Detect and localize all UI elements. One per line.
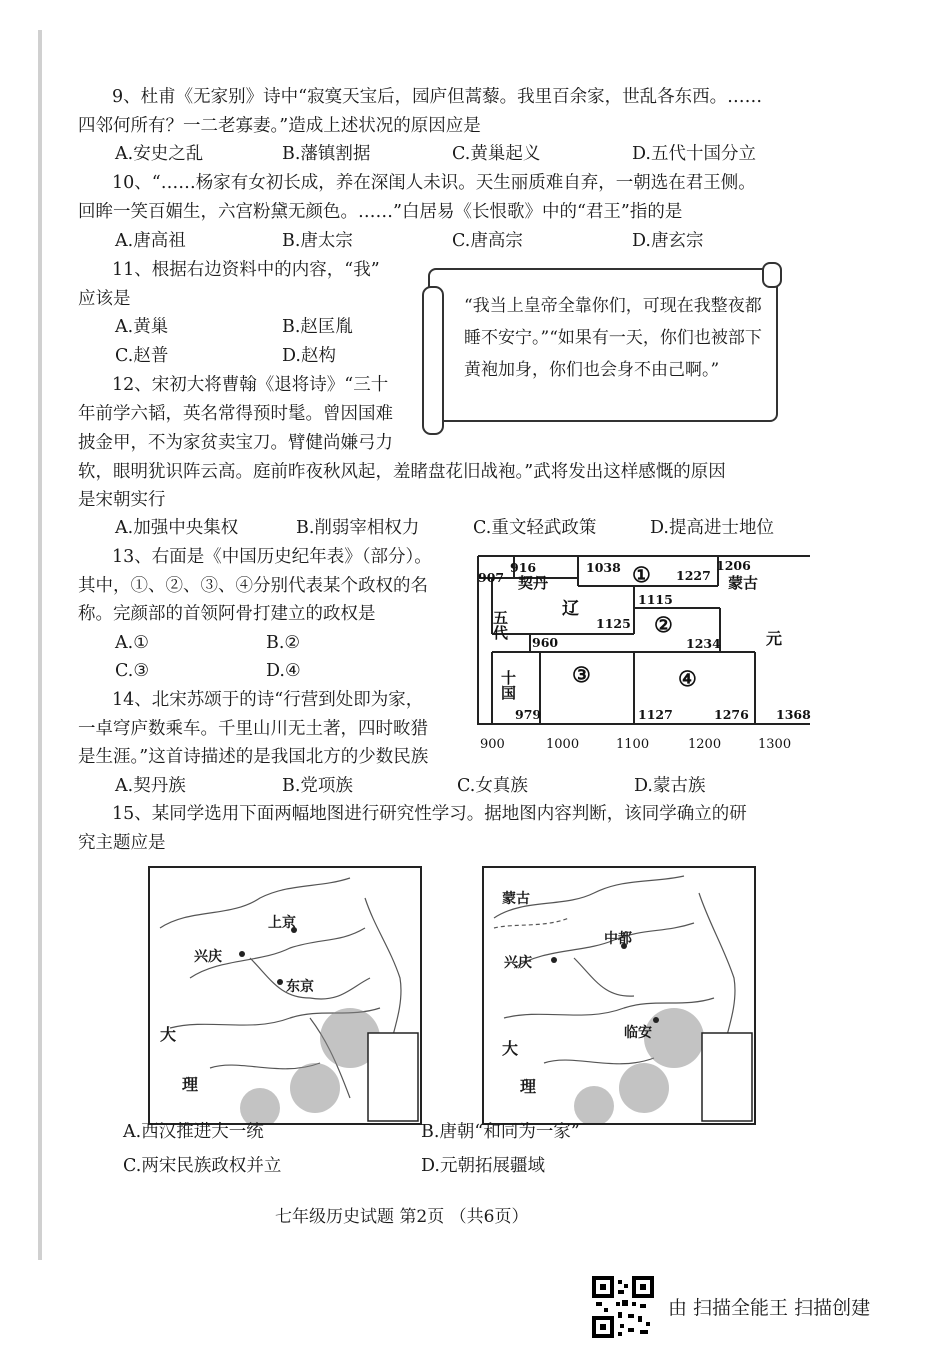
q10-line2: 回眸一笑百媚生，六宫粉黛无颜色。……”白居易《长恨歌》中的“君王”指的是 [78, 202, 683, 222]
year-1206: 1206 [716, 558, 751, 573]
x-tick-1300: 1300 [758, 737, 792, 752]
chronology-table [470, 548, 820, 756]
scroll-quote: “我当上皇帝全靠你们，可现在我整夜都睡不安宁。”“如果有一天，你们也被部下黄袍加身，你们也会身不由己啊。” [464, 296, 762, 380]
scroll-curl-left [422, 286, 444, 435]
x-tick-1000: 1000 [546, 737, 580, 752]
cell-circle-4: ④ [678, 666, 697, 691]
q12-option-d: D.提高进士地位 [650, 518, 774, 538]
map1-label-dongjing: 东京 [286, 979, 314, 995]
q12-line1: 12、宋初大将曹翰《退将诗》“三十 [112, 375, 389, 395]
map2-label-linan: 临安 [624, 1025, 652, 1041]
q11-line2: 应该是 [78, 289, 131, 309]
q9-option-c: C.黄巢起义 [452, 144, 541, 164]
scan-edge-shadow [38, 30, 42, 1260]
cell-shiguo: 十国 [499, 670, 517, 700]
q13-option-a: A.① [115, 633, 149, 653]
cell-menggu: 蒙古 [728, 574, 759, 592]
x-tick-1200: 1200 [688, 737, 722, 752]
q12-option-a: A.加强中央集权 [115, 518, 239, 538]
year-916: 916 [510, 560, 537, 575]
year-1234: 1234 [686, 636, 721, 651]
q15-option-c: C.两宋民族政权并立 [123, 1156, 282, 1176]
cell-circle-3: ③ [572, 662, 591, 687]
q11-option-a: A.黄巢 [115, 317, 169, 337]
q14-option-d: D.蒙古族 [634, 776, 706, 796]
q12-option-c: C.重文轻武政策 [473, 518, 597, 538]
page-footer: 七年级历史试题 第2页 （共6页） [275, 1207, 529, 1227]
map2-label-xingqing: 兴庆 [504, 955, 532, 971]
scroll-curl-right [762, 262, 782, 288]
cell-liao: 辽 [562, 599, 579, 619]
cell-circle-2: ② [654, 612, 673, 637]
q9-option-b: B.藩镇割据 [282, 144, 371, 164]
q9-line1: 9、杜甫《无家别》诗中“寂寞天宝后，园庐但蒿藜。我里百余家，世乱各东西。…… [112, 87, 763, 107]
year-1125: 1125 [596, 616, 631, 631]
q12-line4: 软，眼明犹识阵云高。庭前昨夜秋风起，羞睹盘花旧战袍。”武将发出这样感慨的原因 [78, 462, 726, 482]
q14-option-c: C.女真族 [457, 776, 528, 796]
year-907: 907 [478, 570, 505, 585]
q12-line2: 年前学六韬，英名常得预时髦。曾因国难 [78, 404, 393, 424]
cell-qidan: 契丹 [518, 574, 549, 592]
map-southern-song [482, 866, 756, 1125]
map1-label-da: 大 [160, 1025, 177, 1044]
q10-option-c: C.唐高宗 [452, 231, 523, 251]
map2-label-da: 大 [502, 1039, 519, 1058]
q15-option-d: D.元朝拓展疆域 [421, 1156, 545, 1176]
q13-line3: 称。完颜部的首领阿骨打建立的政权是 [78, 604, 376, 624]
cell-wudai: 五代 [491, 610, 509, 640]
q15-option-a: A.西汉推进大一统 [123, 1122, 264, 1142]
q15-line1: 15、某同学选用下面两幅地图进行研究性学习。据地图内容判断，该同学确立的研 [112, 804, 747, 824]
q9-line2: 四邻何所有？一二老寡妻。”造成上述状况的原因应是 [78, 116, 481, 136]
q13-option-d: D.④ [266, 661, 301, 681]
q12-line3: 披金甲，不为家贫卖宝刀。臂健尚嫌弓力 [78, 433, 393, 453]
q15-line2: 究主题应是 [78, 833, 166, 853]
map1-label-xingqing: 兴庆 [194, 949, 222, 965]
q10-option-a: A.唐高祖 [115, 231, 186, 251]
q11-option-d: D.赵构 [282, 346, 336, 366]
x-tick-900: 900 [480, 737, 505, 752]
q10-option-d: D.唐玄宗 [632, 231, 704, 251]
q14-option-b: B.党项族 [282, 776, 353, 796]
year-1038: 1038 [586, 560, 621, 575]
quote-scroll [428, 268, 778, 422]
year-1115: 1115 [638, 592, 673, 607]
qr-code-icon [592, 1276, 654, 1338]
q11-line1: 11、根据右边资料中的内容，“我” [112, 260, 380, 280]
year-979: 979 [515, 707, 542, 722]
year-1368: 1368 [776, 707, 811, 722]
year-1276: 1276 [714, 707, 749, 722]
x-tick-1100: 1100 [616, 737, 650, 752]
q10-line1: 10、“……杨家有女初长成，养在深闺人未识。天生丽质难自弃，一朝选在君王侧。 [112, 173, 756, 193]
q14-option-a: A.契丹族 [115, 776, 186, 796]
year-960: 960 [532, 635, 559, 650]
map2-label-li: 理 [520, 1077, 537, 1096]
map2-label-menggu: 蒙古 [502, 891, 530, 907]
q10-option-b: B.唐太宗 [282, 231, 353, 251]
q11-option-b: B.赵匡胤 [282, 317, 353, 337]
q15-option-b: B.唐朝“和同为一家” [421, 1122, 580, 1142]
q11-option-c: C.赵普 [115, 346, 169, 366]
map-northern-song [148, 866, 422, 1125]
map1-label-li: 理 [182, 1075, 199, 1094]
year-1127: 1127 [638, 707, 673, 722]
q13-line1: 13、右面是《中国历史纪年表》（部分）。 [112, 547, 432, 567]
q14-line2: 一卓穹庐数乘车。千里山川无土著，四时畋猎 [78, 719, 428, 739]
scanner-credit: 由 扫描全能王 扫描创建 [668, 1297, 871, 1319]
q14-line1: 14、北宋苏颂于的诗“行营到处即为家， [112, 690, 424, 710]
q12-option-b: B.削弱宰相权力 [296, 518, 420, 538]
map1-label-shangjing: 上京 [268, 915, 296, 931]
q13-option-b: B.② [266, 633, 301, 653]
q9-option-d: D.五代十国分立 [632, 144, 756, 164]
q13-option-c: C.③ [115, 661, 150, 681]
cell-circle-1: ① [632, 562, 651, 587]
map2-label-zhongdu: 中都 [604, 931, 632, 947]
q12-line5: 是宋朝实行 [78, 490, 166, 510]
q13-line2: 其中，①、②、③、④分别代表某个政权的名 [78, 576, 428, 596]
q9-option-a: A.安史之乱 [115, 144, 204, 164]
q14-line3: 是生涯。”这首诗描述的是我国北方的少数民族 [78, 747, 429, 767]
year-1227: 1227 [676, 568, 711, 583]
cell-yuan: 元 [766, 629, 783, 648]
